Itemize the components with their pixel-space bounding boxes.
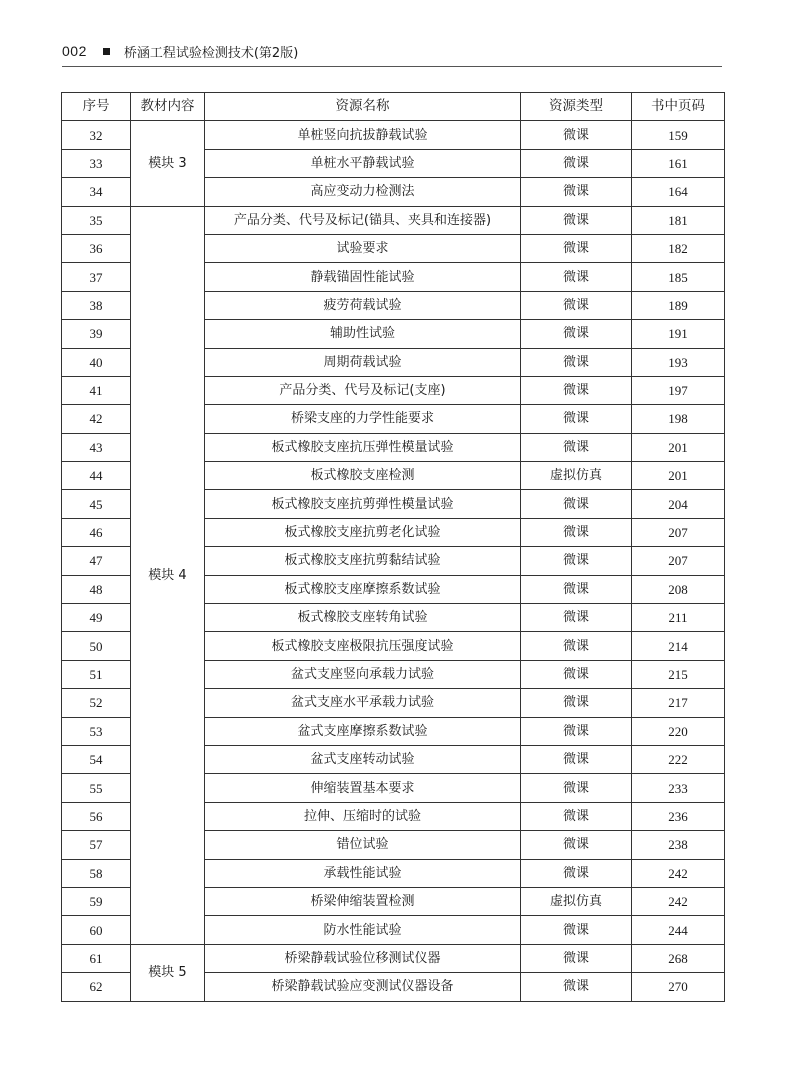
- resource-name: 板式橡胶支座抗剪老化试验: [205, 518, 521, 546]
- row-number: 46: [62, 518, 131, 546]
- resource-name: 辅助性试验: [205, 320, 521, 348]
- resource-type: 微课: [521, 745, 632, 773]
- page-ref: 222: [632, 745, 725, 773]
- row-number: 47: [62, 547, 131, 575]
- resource-name: 板式橡胶支座极限抗压强度试验: [205, 632, 521, 660]
- resource-name: 周期荷载试验: [205, 348, 521, 376]
- table-row: [62, 121, 725, 149]
- resource-name: 桥梁静载试验应变测试仪器设备: [205, 973, 521, 1001]
- resource-name: 桥梁静载试验位移测试仪器: [205, 944, 521, 972]
- row-number: 34: [62, 178, 131, 206]
- resource-name: 板式橡胶支座摩擦系数试验: [205, 575, 521, 603]
- page-ref: 211: [632, 604, 725, 632]
- resource-name: 桥梁支座的力学性能要求: [205, 405, 521, 433]
- resource-name: 桥梁伸缩装置检测: [205, 887, 521, 915]
- row-number: 32: [62, 121, 131, 149]
- resource-name: 单桩竖向抗拔静载试验: [205, 121, 521, 149]
- resource-name: 产品分类、代号及标记(锚具、夹具和连接器): [205, 206, 521, 234]
- page-ref: 220: [632, 717, 725, 745]
- row-number: 53: [62, 717, 131, 745]
- table-header-row: [62, 93, 725, 121]
- row-number: 44: [62, 462, 131, 490]
- page-ref: 214: [632, 632, 725, 660]
- resource-name: 伸缩装置基本要求: [205, 774, 521, 802]
- page-ref: 159: [632, 121, 725, 149]
- resource-type: 微课: [521, 689, 632, 717]
- page-ref: 217: [632, 689, 725, 717]
- resource-type: 微课: [521, 149, 632, 177]
- resource-name: 盆式支座竖向承载力试验: [205, 660, 521, 688]
- resource-type: 微课: [521, 916, 632, 944]
- row-number: 39: [62, 320, 131, 348]
- page-ref: 244: [632, 916, 725, 944]
- resource-name: 试验要求: [205, 234, 521, 262]
- square-bullet-icon: [103, 48, 110, 55]
- module-cell: 模块 4: [131, 206, 205, 944]
- page-ref: 193: [632, 348, 725, 376]
- row-number: 57: [62, 831, 131, 859]
- resource-type: 微课: [521, 547, 632, 575]
- column-header-module: 教材内容: [131, 93, 205, 121]
- resource-name: 盆式支座转动试验: [205, 745, 521, 773]
- row-number: 50: [62, 632, 131, 660]
- page-ref: 242: [632, 859, 725, 887]
- page-number: 002: [62, 43, 87, 59]
- column-header-page: 书中页码: [632, 93, 725, 121]
- page-ref: 191: [632, 320, 725, 348]
- row-number: 40: [62, 348, 131, 376]
- resource-name: 板式橡胶支座抗剪黏结试验: [205, 547, 521, 575]
- column-header-name: 资源名称: [205, 93, 521, 121]
- page-ref: 198: [632, 405, 725, 433]
- resource-name: 错位试验: [205, 831, 521, 859]
- resource-name: 疲劳荷载试验: [205, 291, 521, 319]
- resource-name: 板式橡胶支座检测: [205, 462, 521, 490]
- resource-name: 防水性能试验: [205, 916, 521, 944]
- row-number: 41: [62, 376, 131, 404]
- resource-type: 微课: [521, 717, 632, 745]
- resource-type: 微课: [521, 944, 632, 972]
- resource-type: 微课: [521, 376, 632, 404]
- row-number: 38: [62, 291, 131, 319]
- row-number: 55: [62, 774, 131, 802]
- resource-type: 微课: [521, 802, 632, 830]
- row-number: 59: [62, 887, 131, 915]
- resource-type: 微课: [521, 348, 632, 376]
- row-number: 52: [62, 689, 131, 717]
- resource-type: 微课: [521, 604, 632, 632]
- resource-name: 拉伸、压缩时的试验: [205, 802, 521, 830]
- row-number: 35: [62, 206, 131, 234]
- page-ref: 208: [632, 575, 725, 603]
- resource-type: 微课: [521, 632, 632, 660]
- row-number: 42: [62, 405, 131, 433]
- resource-name: 盆式支座摩擦系数试验: [205, 717, 521, 745]
- row-number: 36: [62, 234, 131, 262]
- resource-type: 微课: [521, 859, 632, 887]
- page-ref: 242: [632, 887, 725, 915]
- row-number: 49: [62, 604, 131, 632]
- page-ref: 207: [632, 547, 725, 575]
- page-ref: 161: [632, 149, 725, 177]
- resource-name: 板式橡胶支座抗剪弹性模量试验: [205, 490, 521, 518]
- resource-type: 微课: [521, 206, 632, 234]
- resource-name: 盆式支座水平承载力试验: [205, 689, 521, 717]
- column-header-type: 资源类型: [521, 93, 632, 121]
- row-number: 33: [62, 149, 131, 177]
- page-ref: 197: [632, 376, 725, 404]
- resource-name: 单桩水平静载试验: [205, 149, 521, 177]
- resource-type: 微课: [521, 291, 632, 319]
- resource-type: 微课: [521, 234, 632, 262]
- page-ref: 164: [632, 178, 725, 206]
- row-number: 60: [62, 916, 131, 944]
- module-cell: 模块 5: [131, 944, 205, 1001]
- resource-name: 静载锚固性能试验: [205, 263, 521, 291]
- row-number: 56: [62, 802, 131, 830]
- page-ref: 189: [632, 291, 725, 319]
- row-number: 37: [62, 263, 131, 291]
- resource-name: 承载性能试验: [205, 859, 521, 887]
- page-ref: 270: [632, 973, 725, 1001]
- row-number: 51: [62, 660, 131, 688]
- resource-type: 微课: [521, 320, 632, 348]
- resource-type: 微课: [521, 973, 632, 1001]
- row-number: 43: [62, 433, 131, 461]
- resource-name: 产品分类、代号及标记(支座): [205, 376, 521, 404]
- header-rule: [62, 66, 722, 67]
- resource-table: [61, 92, 725, 1002]
- page-ref: 204: [632, 490, 725, 518]
- row-number: 62: [62, 973, 131, 1001]
- page-ref: 215: [632, 660, 725, 688]
- resource-type: 微课: [521, 831, 632, 859]
- resource-type: 微课: [521, 263, 632, 291]
- page-ref: 181: [632, 206, 725, 234]
- table-row: [62, 944, 725, 972]
- resource-name: 高应变动力检测法: [205, 178, 521, 206]
- page-ref: 201: [632, 462, 725, 490]
- table-row: [62, 206, 725, 234]
- module-cell: 模块 3: [131, 121, 205, 206]
- resource-type: 虚拟仿真: [521, 462, 632, 490]
- page-ref: 182: [632, 234, 725, 262]
- resource-type: 微课: [521, 121, 632, 149]
- page-ref: 238: [632, 831, 725, 859]
- page-ref: 185: [632, 263, 725, 291]
- resource-type: 微课: [521, 518, 632, 546]
- page-ref: 236: [632, 802, 725, 830]
- page-ref: 268: [632, 944, 725, 972]
- resource-type: 微课: [521, 774, 632, 802]
- row-number: 48: [62, 575, 131, 603]
- row-number: 45: [62, 490, 131, 518]
- row-number: 54: [62, 745, 131, 773]
- row-number: 61: [62, 944, 131, 972]
- page-header: [62, 40, 722, 62]
- resource-name: 板式橡胶支座抗压弹性模量试验: [205, 433, 521, 461]
- resource-type: 微课: [521, 433, 632, 461]
- page-ref: 207: [632, 518, 725, 546]
- row-number: 58: [62, 859, 131, 887]
- page-ref: 201: [632, 433, 725, 461]
- resource-name: 板式橡胶支座转角试验: [205, 604, 521, 632]
- page-ref: 233: [632, 774, 725, 802]
- table-body: [62, 121, 725, 1001]
- book-title: 桥涵工程试验检测技术(第2版): [123, 45, 299, 61]
- resource-type: 微课: [521, 575, 632, 603]
- resource-type: 微课: [521, 660, 632, 688]
- column-header-no: 序号: [62, 93, 131, 121]
- resource-type: 微课: [521, 178, 632, 206]
- resource-type: 虚拟仿真: [521, 887, 632, 915]
- resource-type: 微课: [521, 405, 632, 433]
- resource-type: 微课: [521, 490, 632, 518]
